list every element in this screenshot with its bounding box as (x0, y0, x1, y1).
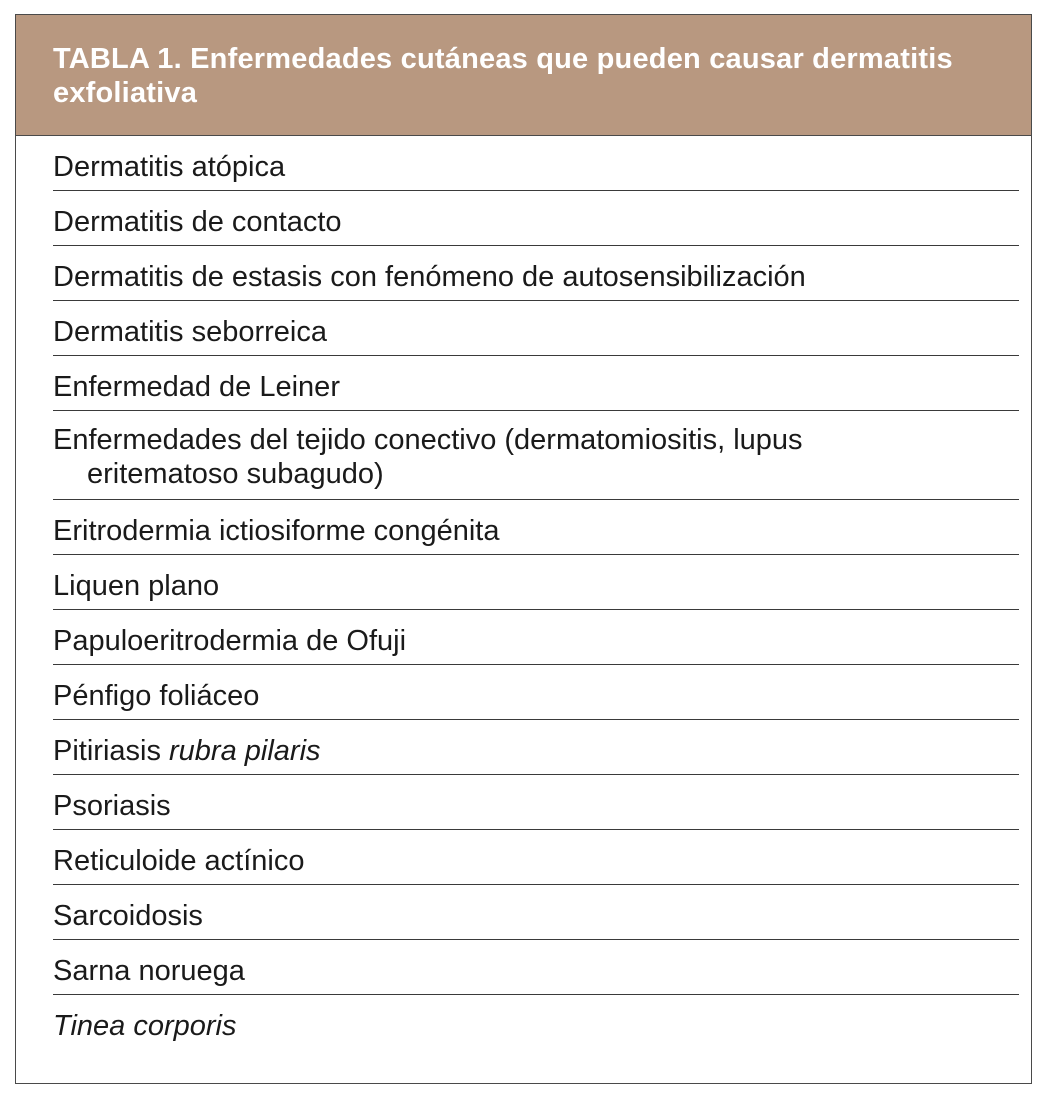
row-text: Papuloeritrodermia de Ofuji (53, 625, 407, 657)
row-text-italic: rubra pilaris (169, 735, 321, 767)
table-row (53, 136, 1019, 191)
table-row (53, 830, 1019, 885)
table-row (53, 940, 1019, 995)
row-text-prefix: Pitiriasis (53, 735, 170, 767)
row-text: Liquen plano (53, 570, 220, 602)
table-row (53, 665, 1019, 720)
table-row (53, 775, 1019, 830)
row-text: Dermatitis seborreica (53, 316, 327, 348)
disease-table (15, 14, 1032, 1084)
table-rows (16, 136, 1031, 1050)
row-text: Sarcoidosis (53, 900, 203, 932)
table-row (53, 191, 1019, 246)
row-text: Psoriasis (53, 790, 171, 822)
table-row (53, 246, 1019, 301)
table-row (53, 610, 1019, 665)
table-row (53, 995, 1019, 1050)
row-text-line1: Enfermedades del tejido conectivo (dermatomiositis, lupus (53, 424, 803, 456)
row-text-line2: eritematoso subagudo) (87, 458, 384, 490)
table-row (53, 885, 1019, 940)
row-text: Dermatitis de contacto (53, 206, 342, 238)
row-text: Enfermedad de Leiner (53, 371, 340, 403)
row-text: Sarna noruega (53, 955, 245, 987)
table-title: TABLA 1. Enfermedades cutáneas que pueden causar dermatitis exfoliativa (16, 15, 1031, 136)
row-text-italic: Tinea corporis (53, 1010, 237, 1042)
row-text: Eritrodermia ictiosiforme congénita (53, 515, 500, 547)
table-row (53, 720, 1019, 775)
row-text: Reticuloide actínico (53, 845, 305, 877)
table-row (53, 411, 1019, 500)
row-text: Pénfigo foliáceo (53, 680, 260, 712)
table-row (53, 500, 1019, 555)
table-row (53, 301, 1019, 356)
table-row (53, 555, 1019, 610)
row-text: Dermatitis atópica (53, 151, 286, 183)
table-row (53, 356, 1019, 411)
row-text: Dermatitis de estasis con fenómeno de autosensibilización (53, 261, 806, 293)
